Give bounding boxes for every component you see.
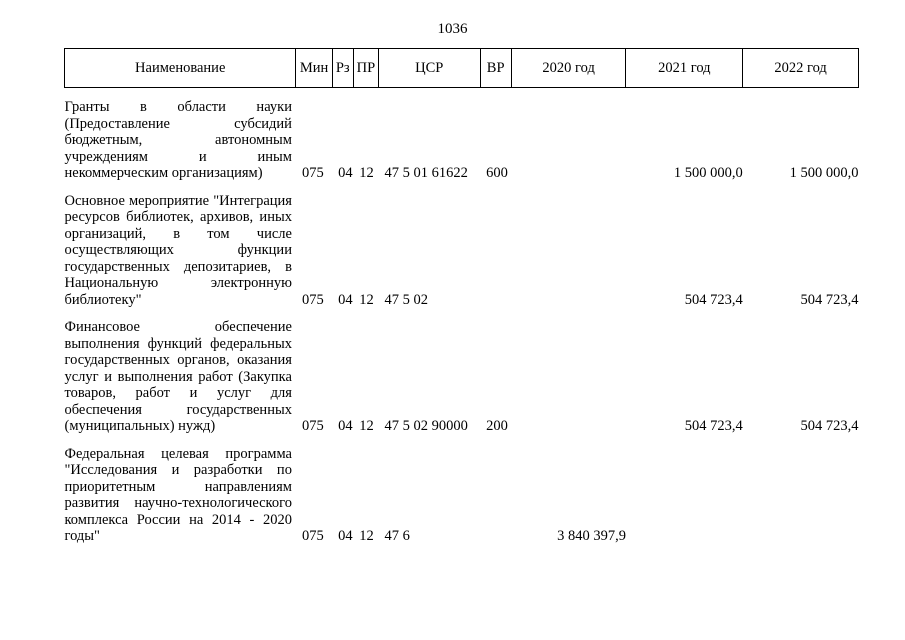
header-vr: ВР xyxy=(480,49,511,88)
row-vr xyxy=(480,193,511,309)
table-row xyxy=(65,446,859,545)
row-rz: 04 xyxy=(338,165,353,181)
row-min: 075 xyxy=(301,165,324,181)
row-name: Гранты в области науки (Предоставление субсидий бюджетным, автономным учреждениям и иным некоммерческим организациям) xyxy=(64,99,292,181)
header-2020: 2020 год xyxy=(511,49,626,88)
row-vr: 600 xyxy=(486,165,508,181)
table-row xyxy=(65,99,859,182)
row-2021: 504 723,4 xyxy=(684,291,743,308)
header-min: Мин xyxy=(296,49,332,88)
header-name: Наименование xyxy=(65,49,296,88)
row-2021: 504 723,4 xyxy=(684,418,743,434)
row-2020: 3 840 397,9 xyxy=(557,528,626,544)
row-2020 xyxy=(511,193,626,309)
row-min: 075 xyxy=(301,418,324,434)
row-pr: 12 xyxy=(359,528,374,544)
table-row xyxy=(65,319,859,435)
row-2022: 504 723,4 xyxy=(800,418,859,434)
page-number: 1036 xyxy=(437,21,468,37)
row-csr: 47 6 xyxy=(384,528,410,544)
header-csr: ЦСР xyxy=(378,49,480,88)
row-2022 xyxy=(743,446,859,545)
row-pr: 12 xyxy=(359,291,374,308)
row-2020 xyxy=(511,319,626,435)
row-rz: 04 xyxy=(338,291,353,308)
row-pr: 12 xyxy=(359,165,374,181)
row-name: Федеральная целевая программа "Исследования и разработки по приоритетным направлениям развития научно-технологического комплекса России на 2014 - 2020 годы" xyxy=(64,445,292,544)
header-2022: 2022 год xyxy=(743,49,859,88)
row-rz: 04 xyxy=(338,418,353,434)
budget-table xyxy=(64,48,859,545)
row-pr: 12 xyxy=(359,418,374,434)
row-vr xyxy=(480,446,511,545)
row-name: Финансовое обеспечение выполнения функций федеральных государственных органов, оказания услуг и выполнения работ (Закупка товаров, работ и услуг для обеспечения государственных (муниципальных) нужд) xyxy=(64,319,292,434)
row-csr: 47 5 01 61622 xyxy=(384,165,468,181)
row-2022: 504 723,4 xyxy=(800,291,859,308)
row-vr: 200 xyxy=(486,418,508,434)
row-name: Основное мероприятие "Интеграция ресурсов библиотек, архивов, иных организаций, в том числе осуществляющих функции государственных депозитариев, в Национальную электронную библиотеку" xyxy=(64,192,292,308)
table-header xyxy=(65,49,859,88)
row-csr: 47 5 02 xyxy=(384,291,428,308)
header-2021: 2021 год xyxy=(626,49,743,88)
row-2020 xyxy=(511,99,626,182)
row-min: 075 xyxy=(301,528,324,544)
header-rz: Рз xyxy=(332,49,353,88)
row-rz: 04 xyxy=(338,528,353,544)
row-csr: 47 5 02 90000 xyxy=(384,418,468,434)
row-2021 xyxy=(626,446,743,545)
row-min: 075 xyxy=(301,291,324,308)
table-row xyxy=(65,193,859,309)
table-body xyxy=(65,88,859,545)
row-2021: 1 500 000,0 xyxy=(673,165,743,181)
row-2022: 1 500 000,0 xyxy=(789,165,859,181)
header-pr: ПР xyxy=(353,49,378,88)
